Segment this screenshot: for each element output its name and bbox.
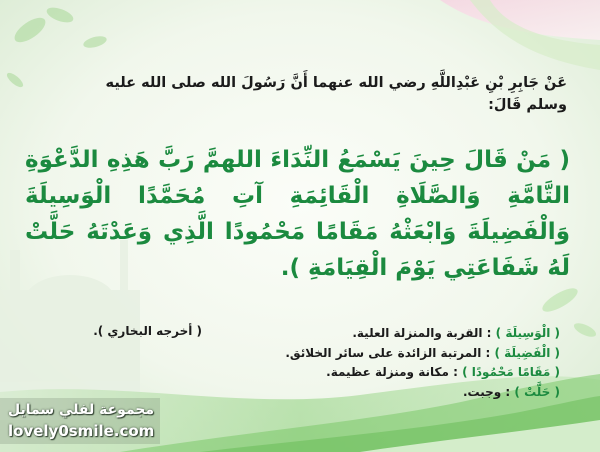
hadith-introduction (47, 72, 567, 116)
glossary-row (250, 383, 560, 403)
glossary-definition: : القربة والمنزلة العلية. (352, 326, 492, 340)
glossary-term: ( الْفَضِيلَةَ ) (494, 345, 560, 360)
hadith-source: ( أخرجه البخاري ). (93, 324, 202, 338)
intro-line-2: وسلم قَالَ: (488, 97, 567, 113)
hadith-text: ( مَنْ قَالَ حِينَ يَسْمَعُ النِّدَاءَ اللهمَّ رَبَّ هَذِهِ الدَّعْوَةِ التَّامَّةِ وَالصَّلَاةِ الْقَائِمَةِ آتِ مُحَمَّدًا الْوَسِيلَةَ وَالْفَضِيلَةَ وَابْعَثْهُ مَقَامًا مَحْمُودًا الَّذِي وَعَدْتَهُ حَلَّتْ لَهُ شَفَاعَتِي يَوْمَ الْقِيَامَةِ ). (25, 147, 570, 281)
glossary-term: ( الْوَسِيلَةَ ) (495, 326, 560, 340)
glossary-definition: : وجبت. (462, 384, 511, 399)
glossary-term: ( حَلَّتْ ) (514, 384, 560, 399)
glossary-definition: : مكانة ومنزلة عظيمة. (326, 365, 458, 379)
glossary-definition: : المرتبة الزائدة على سائر الخلائق. (285, 345, 491, 360)
watermark-arabic: مجموعة لفلي سمايل (8, 402, 155, 418)
glossary (250, 324, 560, 402)
glossary-row (250, 324, 560, 344)
watermark-url: lovely0smile.com (8, 422, 155, 440)
glossary-row (250, 363, 560, 383)
glossary-term: ( مَقَامًا مَحْمُودًا ) (462, 365, 560, 379)
intro-line-1: عَنْ جَابِرِ بْنِ عَبْدِاللَّهِ رضي الله عنهما أَنَّ رَسُولَ الله صلى الله عليه (105, 75, 567, 91)
glossary-row (250, 344, 560, 364)
